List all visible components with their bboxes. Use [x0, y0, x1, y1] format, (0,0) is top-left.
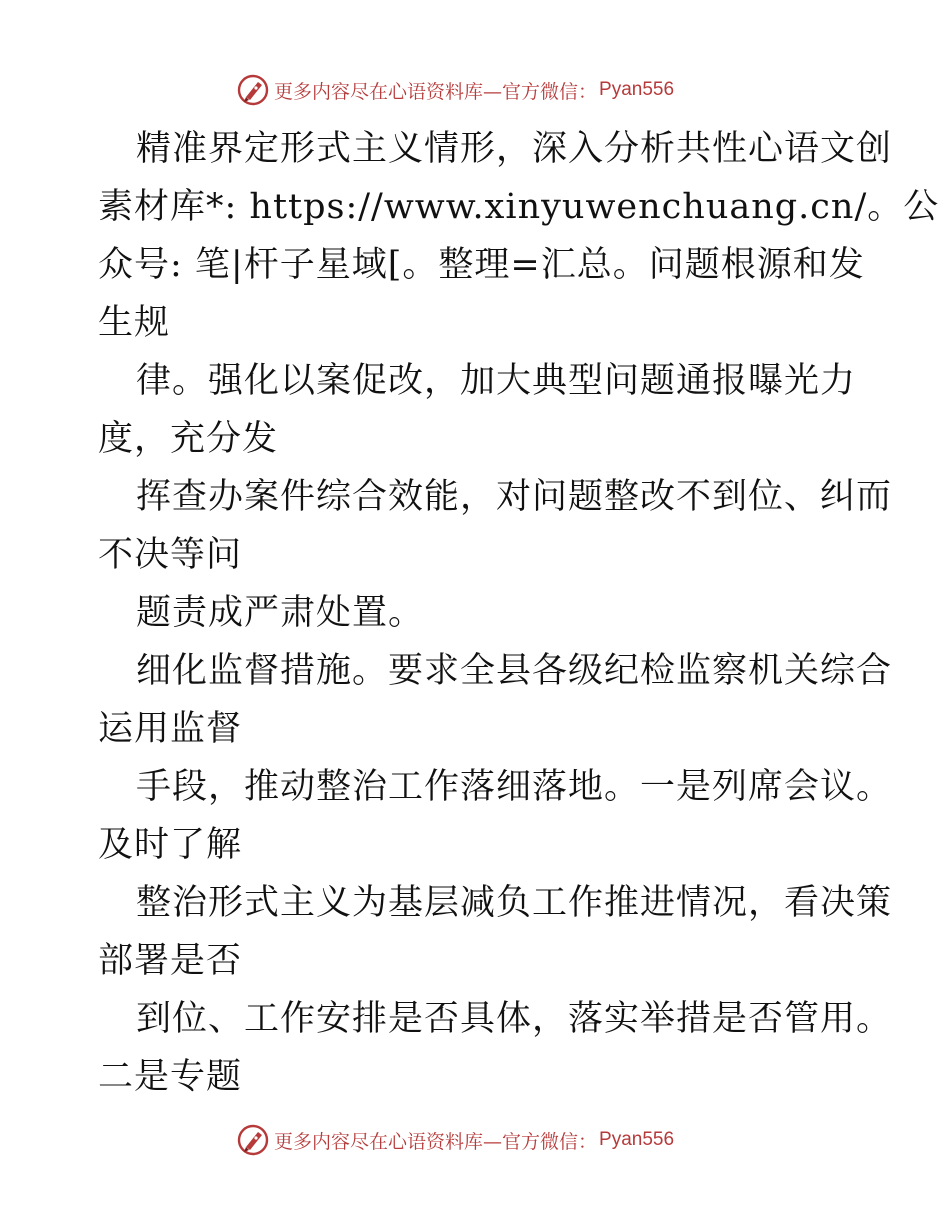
- document-body: [98, 120, 940, 1106]
- body-line: 度，充分发: [98, 419, 279, 459]
- body-line: 部署是否: [98, 941, 243, 981]
- body-line: 到位、工作安排是否具体，落实举措是否管用。: [136, 999, 893, 1039]
- body-line: 律。强化以案促改，加大典型问题通报曝光力: [136, 361, 857, 401]
- header-banner-text: 更多内容尽在心语资料库—官方微信：: [274, 80, 598, 103]
- body-line: 生规: [98, 303, 171, 343]
- body-line: 众号: 笔|杆子星域[。整理=汇总。问题根源和发: [98, 245, 865, 285]
- body-line: 不决等问: [98, 535, 243, 575]
- body-line: 运用监督: [98, 709, 243, 749]
- body-line: 题责成严肃处置。: [136, 593, 425, 633]
- body-line: 手段，推动整治工作落细落地。一是列席会议。: [136, 767, 893, 807]
- pen-nib-logo-icon: [236, 1123, 270, 1157]
- body-line: 细化监督措施。要求全县各级纪检监察机关综合: [136, 651, 893, 691]
- footer-banner: [236, 1122, 674, 1158]
- pen-nib-logo-icon: [236, 73, 270, 107]
- header-banner-handle: Pyan556: [599, 79, 675, 100]
- body-line: 素材库*: https://www.xinyuwenchuang.cn/。公: [98, 187, 940, 227]
- body-line: 及时了解: [98, 825, 243, 865]
- body-line: 二是专题: [98, 1057, 243, 1097]
- footer-banner-handle: Pyan556: [599, 1129, 675, 1150]
- body-line: 整治形式主义为基层减负工作推进情况，看决策: [136, 883, 893, 923]
- header-banner: [236, 72, 674, 108]
- body-line: 挥查办案件综合效能，对问题整改不到位、纠而: [136, 477, 893, 517]
- footer-banner-text: 更多内容尽在心语资料库—官方微信：: [274, 1130, 598, 1153]
- body-line: 精准界定形式主义情形，深入分析共性心语文创: [136, 129, 893, 169]
